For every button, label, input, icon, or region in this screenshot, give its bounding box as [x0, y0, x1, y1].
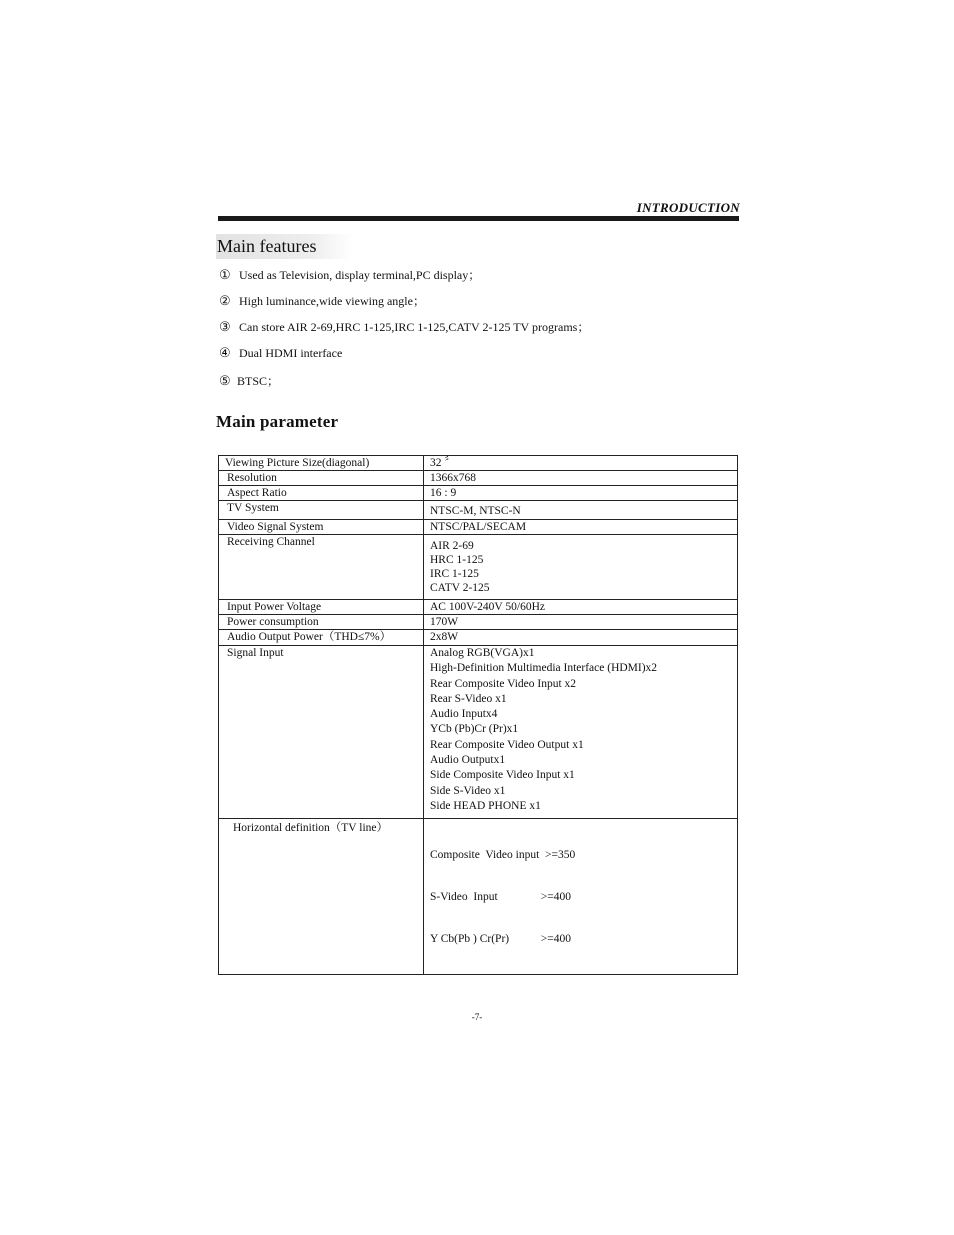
table-row — [219, 819, 738, 975]
feature-number: ① — [219, 267, 231, 282]
parameter-label: Video Signal System — [219, 520, 424, 535]
parameter-value: Analog RGB(VGA)x1 High-Definition Multimedia Interface (HDMI)x2 Rear Composite Video Input x2 Rear S-Video x1 Audio Inputx4 YCb (Pb)Cr (Pr)x1 Rear Composite Video Output x1 Audio Outputx1 Side Composite Video Input x1 Side S-Video x1 Side HEAD PHONE x1 — [424, 646, 738, 819]
parameter-value: AIR 2-69 HRC 1-125 IRC 1-125 CATV 2-125 — [424, 535, 738, 600]
parameter-label: Aspect Ratio — [219, 486, 424, 501]
feature-item — [219, 371, 279, 391]
parameter-table — [218, 455, 738, 975]
feature-text: Used as Television, display terminal,PC display； — [239, 268, 481, 282]
parameter-value: NTSC-M, NTSC-N — [424, 501, 738, 520]
feature-number: ④ — [219, 345, 231, 360]
parameter-value: 32 〞 — [424, 456, 738, 471]
features-title: Main features — [216, 234, 353, 259]
parameter-label: Resolution — [219, 471, 424, 486]
parameter-label: Signal Input — [219, 646, 424, 819]
parameter-label: Input Power Voltage — [219, 600, 424, 615]
parameter-label: Audio Output Power（THD≤7%） — [219, 630, 424, 646]
parameters-title: Main parameter — [216, 412, 339, 431]
section-header: INTRODUCTION — [636, 200, 740, 215]
parameter-value: 2x8W — [424, 630, 738, 646]
parameter-label: TV System — [219, 501, 424, 520]
table-row — [219, 486, 738, 501]
feature-number: ② — [219, 293, 231, 308]
page-number: -7- — [471, 1012, 483, 1022]
parameter-label: Receiving Channel — [219, 535, 424, 600]
feature-text: BTSC； — [237, 374, 280, 388]
feature-text: High luminance,wide viewing angle； — [239, 294, 425, 308]
table-row — [219, 471, 738, 486]
table-row — [219, 600, 738, 615]
feature-text: Dual HDMI interface — [239, 346, 343, 360]
table-row — [219, 615, 738, 630]
feature-number: ③ — [219, 319, 231, 334]
parameter-value: 1366x768 — [424, 471, 738, 486]
parameter-value: NTSC/PAL/SECAM — [424, 520, 738, 535]
table-row — [219, 520, 738, 535]
header-rule — [218, 216, 739, 221]
parameter-value: 170W — [424, 615, 738, 630]
table-row — [219, 456, 738, 471]
feature-item — [219, 317, 589, 337]
table-row — [219, 501, 738, 520]
parameter-value: 16 : 9 — [424, 486, 738, 501]
parameter-value: Composite Video input >=350 S-Video Input >=400 Y Cb(Pb ) Cr(Pr) >=400 — [424, 819, 738, 975]
feature-item — [219, 291, 425, 311]
table-row — [219, 646, 738, 819]
feature-item — [219, 343, 342, 363]
parameter-label: Horizontal definition（TV line） — [219, 819, 424, 975]
parameter-value: AC 100V-240V 50/60Hz — [424, 600, 738, 615]
feature-item — [219, 265, 480, 285]
feature-text: Can store AIR 2-69,HRC 1-125,IRC 1-125,CATV 2-125 TV programs； — [239, 320, 590, 334]
feature-number: ⑤ — [219, 373, 231, 388]
table-row — [219, 535, 738, 600]
parameter-label: Power consumption — [219, 615, 424, 630]
table-row — [219, 630, 738, 646]
parameter-label: Viewing Picture Size(diagonal) — [219, 456, 424, 471]
